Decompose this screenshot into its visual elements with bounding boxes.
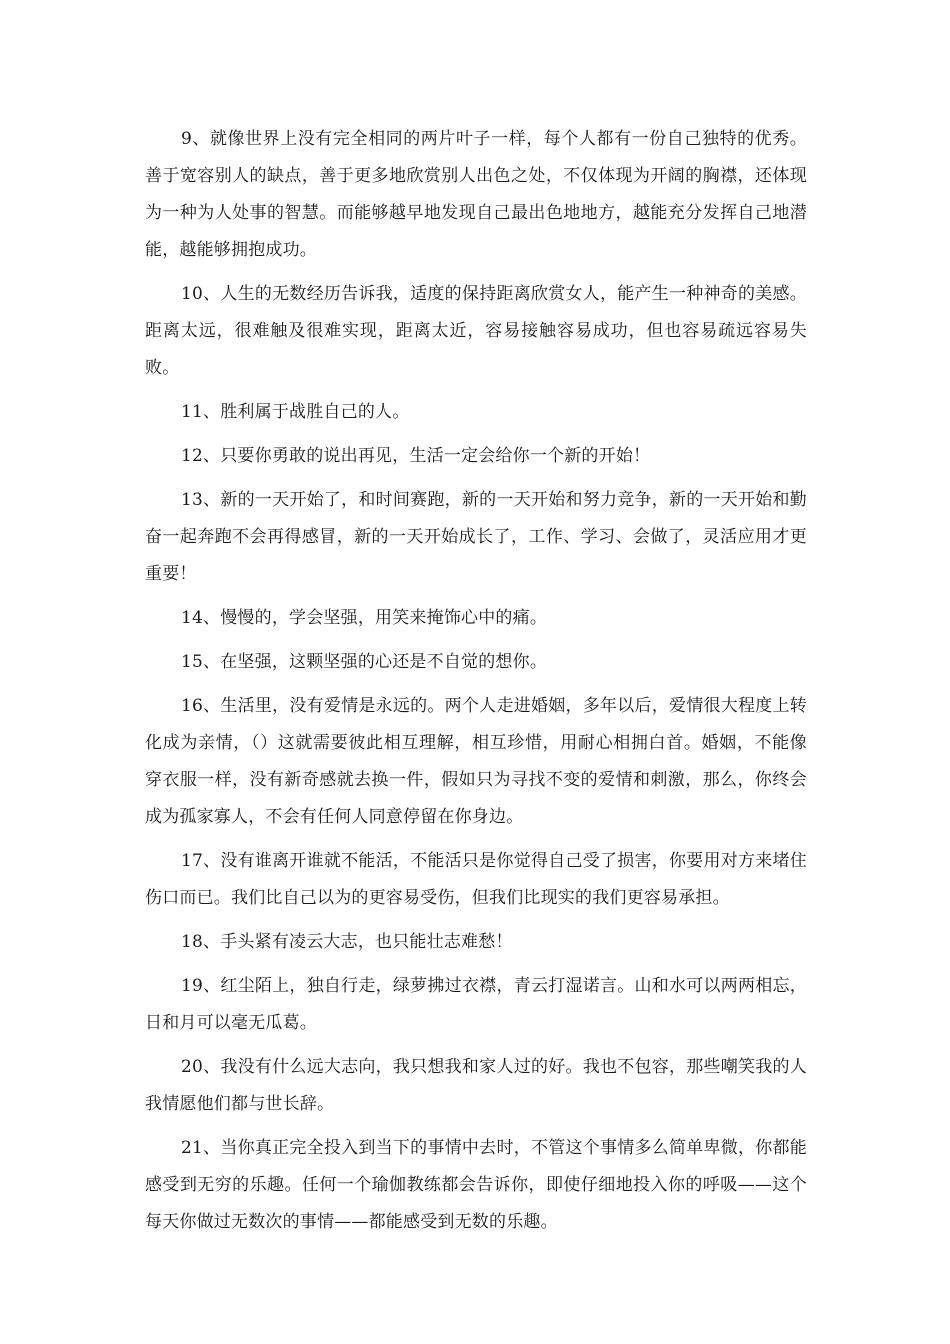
paragraph-19: 19、红尘陌上，独自行走，绿萝拂过衣襟，青云打湿诺言。山和水可以两两相忘，日和月可以毫无瓜葛。 [145,976,807,1033]
paragraph-15: 15、在坚强，这颗坚强的心还是不自觉的想你。 [181,652,548,672]
paragraph-12: 12、只要你勇敢的说出再见，生活一定会给你一个新的开始！ [181,446,651,466]
paragraph-20: 20、我没有什么远大志向，我只想我和家人过的好。我也不包容，那些嘲笑我的人我情愿他们都与世长辞。 [145,1057,807,1114]
paragraph-21: 21、当你真正完全投入到当下的事情中去时，不管这个事情多么简单卑微，你都能感受到无穷的乐趣。任何一个瑜伽教练都会告诉你，即使仔细地投入你的呼吸——这个每天你做过无数次的事情——都能感受到无数的乐趣。 [145,1138,807,1232]
paragraph-9: 9、就像世界上没有完全相同的两片叶子一样，每个人都有一份自己独特的优秀。善于宽容别人的缺点，善于更多地欣赏别人出色之处，不仅体现为开阔的胸襟，还体现为一种为人处事的智慧。而能够越早地发现自己最出色地地方，越能充分发挥自己地潜能，越能够拥抱成功。 [145,129,807,260]
paragraph-14: 14、慢慢的，学会坚强，用笑来掩饰心中的痛。 [181,608,548,628]
paragraph-16: 16、生活里，没有爱情是永远的。两个人走进婚姻，多年以后，爱情很大程度上转化成为亲情，（）这就需要彼此相互理解，相互珍惜，用耐心相拥白首。婚姻，不能像穿衣服一样，没有新奇感就去换一件，假如只为寻找不变的爱情和刺激，那么，你终会成为孤家寡人，不会有任何人同意停留在你身边。 [145,696,807,827]
paragraph-17: 17、没有谁离开谁就不能活，不能活只是你觉得自己受了损害，你要用对方来堵住伤口而已。我们比自己以为的更容易受伤，但我们比现实的我们更容易承担。 [145,851,807,908]
document-body [145,121,807,1248]
paragraph-10: 10、人生的无数经历告诉我，适度的保持距离欣赏女人，能产生一种神奇的美感。距离太远，很难触及很难实现，距离太近，容易接触容易成功，但也容易疏远容易失败。 [145,284,807,378]
paragraph-13: 13、新的一天开始了，和时间赛跑，新的一天开始和努力竞争，新的一天开始和勤奋一起奔跑不会再得感冒，新的一天开始成长了，工作、学习、会做了，灵活应用才更重要！ [145,490,807,584]
paragraph-11: 11、胜利属于战胜自己的人。 [181,402,410,422]
paragraph-18: 18、手头紧有凌云大志，也只能壮志难愁！ [181,932,513,952]
